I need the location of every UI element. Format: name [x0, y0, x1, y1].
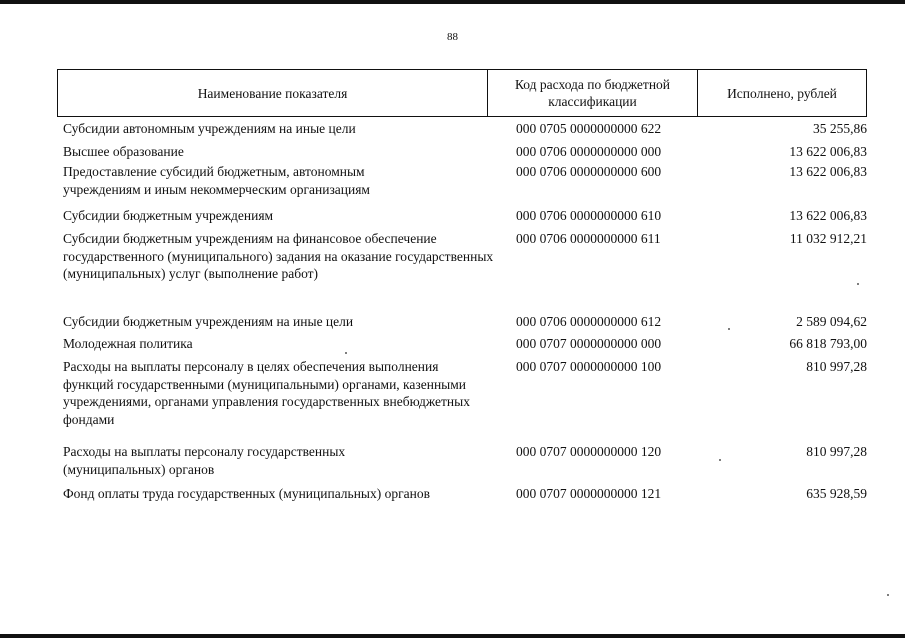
scan-speck	[345, 352, 347, 354]
row-name: Молодежная политика	[63, 336, 193, 351]
row-name: Расходы на выплаты персоналу в целях обеспечения выполнения функций государственными (муниципальными) органами, казенными учреждениями, органами управления государственных внебюджетных фондами	[63, 359, 470, 427]
row-amount: 13 622 006,83	[789, 208, 867, 223]
row-name: Предоставление субсидий бюджетным, автономным учреждениям и иным некоммерческим организациям	[63, 164, 370, 197]
row-code: 000 0706 0000000000 611	[516, 231, 661, 246]
row-amount: 810 997,28	[806, 444, 867, 459]
row-name: Расходы на выплаты персоналу государственных (муниципальных) органов	[63, 444, 346, 477]
bottom-border-rule	[0, 634, 905, 638]
row-code: 000 0707 0000000000 000	[516, 336, 662, 351]
row-amount: 2 589 094,62	[796, 314, 867, 329]
row-name: Субсидии бюджетным учреждениям на финансовое обеспечение государственного (муниципального) задания на оказание государственных (муниципальных) услуг (выполнение работ)	[63, 231, 494, 281]
row-name: Высшее образование	[63, 144, 184, 159]
row-code: 000 0707 0000000000 100	[516, 359, 662, 374]
scan-speck	[719, 459, 721, 461]
row-amount: 13 622 006,83	[789, 164, 867, 179]
row-code: 000 0707 0000000000 121	[516, 486, 662, 501]
row-name: Субсидии бюджетным учреждениям	[63, 208, 274, 223]
row-amount: 35 255,86	[813, 121, 867, 136]
row-code: 000 0707 0000000000 120	[516, 444, 662, 459]
top-border-rule	[0, 0, 905, 4]
header-indicator-name: Наименование показателя	[58, 70, 488, 116]
row-code: 000 0706 0000000000 610	[516, 208, 662, 223]
row-amount: 810 997,28	[806, 359, 867, 374]
scan-speck	[728, 328, 730, 330]
row-name: Субсидии бюджетным учреждениям на иные цели	[63, 314, 354, 329]
header-executed-amount: Исполнено, рублей	[727, 85, 837, 101]
row-name: Субсидии автономным учреждениям на иные цели	[63, 121, 356, 136]
row-amount: 11 032 912,21	[789, 231, 867, 246]
header-expense-code: Код расхода по бюджетной классификации	[488, 70, 698, 116]
row-amount: 635 928,59	[806, 486, 867, 501]
row-code: 000 0706 0000000000 612	[516, 314, 662, 329]
scan-speck	[887, 594, 889, 596]
row-amount: 13 622 006,83	[789, 144, 867, 159]
row-name: Фонд оплаты труда государственных (муниципальных) органов	[63, 486, 430, 501]
row-code: 000 0706 0000000000 600	[516, 164, 662, 179]
row-code: 000 0706 0000000000 000	[516, 144, 662, 159]
page-number: 88	[447, 31, 458, 43]
row-amount: 66 818 793,00	[789, 336, 867, 351]
table-header	[57, 69, 867, 117]
scan-speck	[857, 283, 859, 285]
row-code: 000 0705 0000000000 622	[516, 121, 662, 136]
